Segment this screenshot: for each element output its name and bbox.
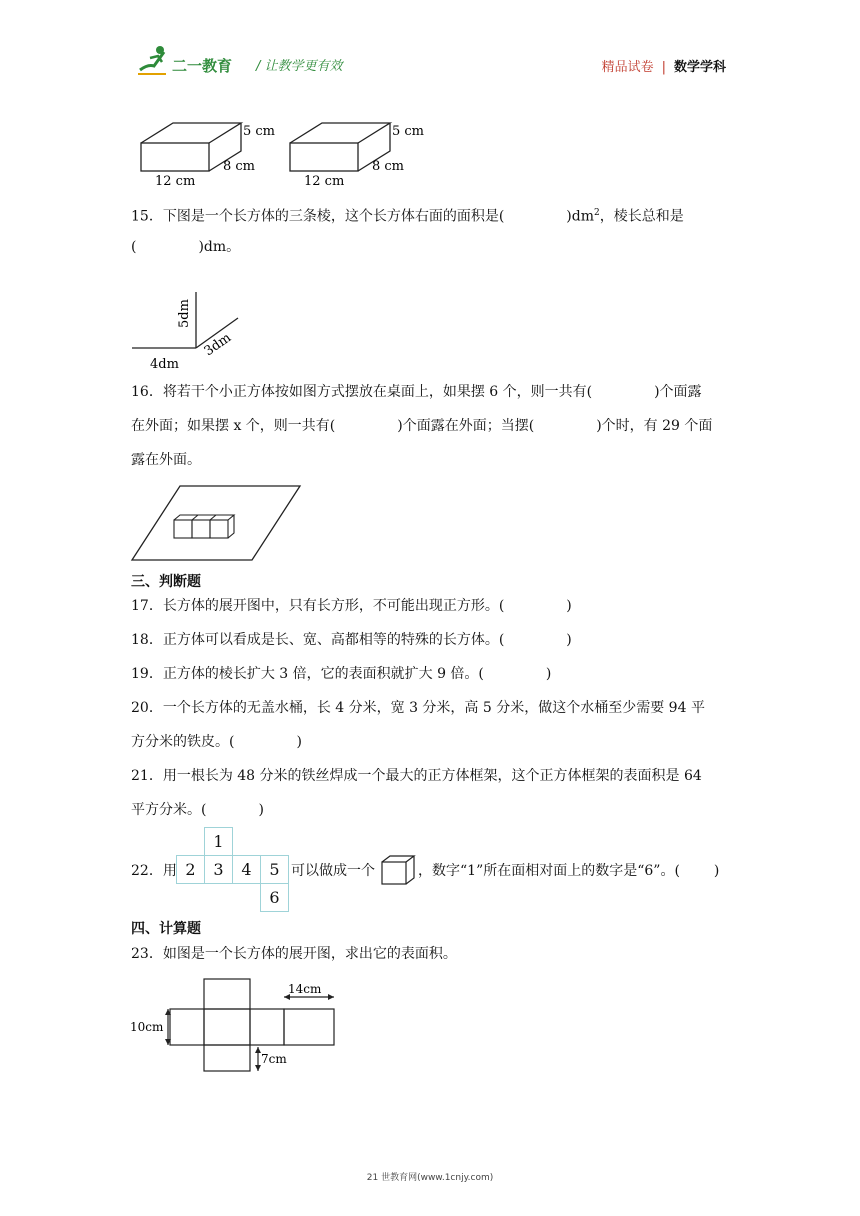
box2-height-label: 5 cm [392, 124, 425, 139]
q15-diagonal-label: 3dm [201, 330, 234, 360]
q15-horizontal-label: 4dm [150, 357, 179, 372]
q16-line1 [131, 384, 702, 400]
q16-text-b: )个面露 [654, 384, 702, 400]
q23-length-label: 14cm [288, 982, 322, 996]
q15-line2 [131, 239, 240, 255]
box-figure-2 [284, 115, 434, 190]
q19-close: ) [545, 666, 552, 682]
header-tags [602, 56, 726, 75]
q15-edges-figure [128, 290, 243, 375]
q21-text: 平方分米。( [131, 802, 207, 818]
net-cell: 3 [205, 856, 233, 884]
net-cell: 4 [233, 856, 261, 884]
q15-line1 [131, 205, 684, 225]
q23-text: 23．如图是一个长方体的展开图，求出它的表面积。 [131, 946, 457, 962]
q21-line1: 21．用一根长为 48 分米的铁丝焊成一个最大的正方体框架，这个正方体框架的表面积是 64 [131, 768, 702, 784]
q22-mid: 可以做成一个 [291, 863, 375, 879]
q16-text-c: 在外面；如果摆 x 个，则一共有( [131, 418, 336, 434]
q16-text-a: 16．将若干个小正方体按如图方式摆放在桌面上，如果摆 6 个，则一共有( [131, 384, 593, 400]
logo-icon [136, 44, 172, 78]
q20-close: ) [296, 734, 302, 750]
box1-height-label: 5 cm [243, 124, 276, 139]
q18 [131, 632, 572, 648]
box1-width-label: 12 cm [155, 174, 196, 189]
q20-text: 方分米的铁皮。( [131, 734, 235, 750]
q15-text-b: )dm [566, 208, 594, 225]
net-cell: 5 [261, 856, 289, 884]
q22-text: ，数字“1”所在面相对面上的数字是“6”。( [418, 863, 680, 879]
q16-text-e: )个时，有 29 个面 [596, 418, 713, 434]
q15-text-d: ( [131, 239, 137, 255]
q15-text-c: ，棱长总和是 [599, 208, 684, 225]
q20-line2 [131, 734, 302, 750]
box2-depth-label: 8 cm [372, 159, 405, 174]
box-figure-1 [135, 115, 285, 190]
q15-text-e: )dm。 [198, 239, 241, 255]
cube-icon [380, 854, 416, 886]
brand-slogan: / 让教学更有效 [256, 59, 343, 74]
q16-line2 [131, 418, 712, 434]
q23-height-label: 10cm [130, 1020, 164, 1034]
q23-width-label: 7cm [261, 1052, 287, 1066]
net-cell: 2 [177, 856, 205, 884]
box2-width-label: 12 cm [304, 174, 345, 189]
q17 [131, 598, 572, 614]
q19 [131, 666, 551, 682]
header-tag-subject: 数学学科 [673, 60, 726, 75]
q15-vertical-label: 5dm [177, 299, 192, 328]
q17-text: 17．长方体的展开图中，只有长方形，不可能出现正方形。( [131, 598, 505, 614]
q22-suffix [418, 863, 719, 879]
cube-net-table [176, 827, 289, 912]
q16-line3: 露在外面。 [131, 452, 201, 468]
brand-name: 二一教育 [172, 57, 233, 75]
section-title-calculation: 四、计算题 [131, 921, 201, 937]
q16-cubes-on-table-figure [128, 482, 304, 564]
box1-depth-label: 8 cm [223, 159, 256, 174]
q17-close: ) [566, 598, 572, 614]
header-tag-quality: 精品试卷 [601, 60, 654, 75]
q23-cuboid-net-figure [128, 975, 348, 1077]
q15-text-a: 15．下图是一个长方体的三条棱，这个长方体右面的面积是( [131, 208, 505, 225]
q18-text: 18．正方体可以看成是长、宽、高都相等的特殊的长方体。( [131, 632, 505, 648]
header-separator: | [661, 60, 666, 75]
q18-close: ) [566, 632, 572, 648]
q20-line1: 20．一个长方体的无盖水桶，长 4 分米，宽 3 分米，高 5 分米，做这个水桶至少需要 94 平 [131, 700, 705, 716]
q19-text: 19．正方体的棱长扩大 3 倍，它的表面积就扩大 9 倍。( [131, 666, 484, 682]
section-title-judgement: 三、判断题 [131, 574, 201, 590]
net-cell-top: 1 [205, 828, 233, 856]
q21-line2 [131, 802, 264, 818]
q22-prefix: 22．用 [131, 863, 177, 879]
q16-text-d: )个面露在外面；当摆( [397, 418, 535, 434]
q22-close: ) [713, 863, 720, 879]
q21-close: ) [258, 802, 264, 818]
net-cell-bottom: 6 [261, 884, 289, 912]
footer-source: 21 世教育网(www.1cnjy.com) [366, 1173, 494, 1183]
q15-superscript: 2 [593, 208, 600, 218]
